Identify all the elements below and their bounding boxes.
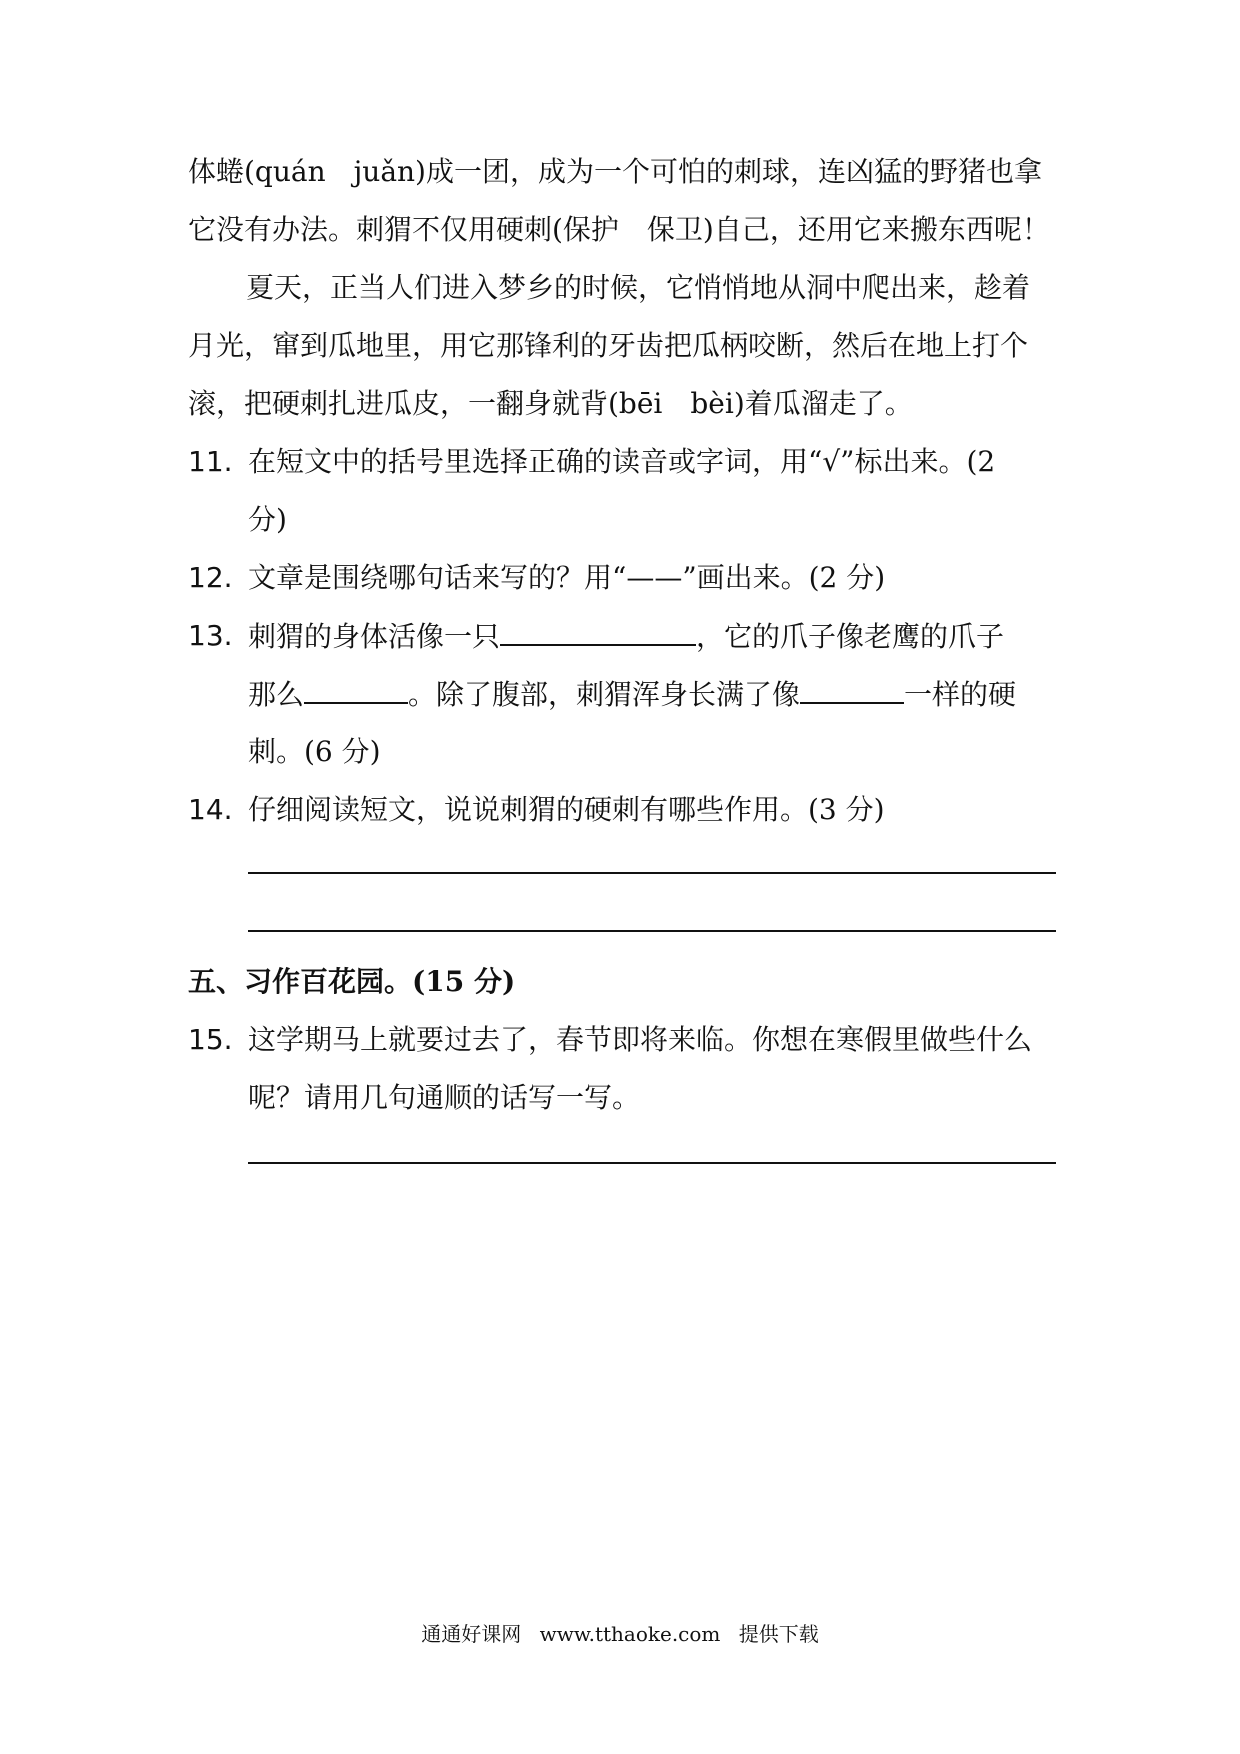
passage-line-5: 滚，把硬刺扎进瓜皮，一翻身就背(bēi bèi)着瓜溜走了。 — [188, 387, 913, 420]
section-title: 五、习作百花园。(15 分) — [188, 965, 516, 998]
footer-site-name: 通通好课网 — [421, 1622, 522, 1646]
question-13-continued: 刺。(6 分) — [248, 735, 381, 768]
question-text: 仔细阅读短文，说说刺猬的硬刺有哪些作用。(3 分) — [248, 793, 885, 826]
passage-line-2: 它没有办法。刺猬不仅用硬刺(保护 保卫)自己，还用它来搬东西呢！ — [188, 213, 1050, 246]
answer-line[interactable] — [248, 1162, 1056, 1164]
passage-line-4: 月光，窜到瓜地里，用它那锋利的牙齿把瓜柄咬断，然后在地上打个 — [188, 329, 1029, 362]
answer-line[interactable] — [248, 930, 1056, 932]
question-text: 。除了腹部，刺猬浑身长满了像 — [408, 678, 801, 711]
question-text: 一样的硬 — [904, 678, 1017, 711]
answer-line[interactable] — [248, 872, 1056, 874]
question-text: ，它的爪子像老鹰的爪子 — [696, 620, 1005, 653]
question-11-continued: 分) — [248, 503, 287, 536]
passage-line-3: 夏天，正当人们进入梦乡的时候，它悄悄地从洞中爬出来，趁着 — [246, 271, 1031, 304]
question-text: 文章是围绕哪句话来写的？用“——”画出来。(2 分) — [248, 561, 886, 594]
question-text: 刺猬的身体活像一只 — [248, 620, 501, 653]
question-number: 11. — [188, 445, 233, 478]
question-text: 这学期马上就要过去了，春节即将来临。你想在寒假里做些什么 — [248, 1023, 1033, 1056]
question-number: 15. — [188, 1023, 233, 1056]
fill-blank-3[interactable] — [800, 674, 904, 704]
question-number: 13. — [188, 619, 233, 652]
question-text: 在短文中的括号里选择正确的读音或字词，用“√”标出来。(2 — [248, 445, 996, 478]
page-footer — [0, 1620, 1240, 1648]
passage-line-1: 体蜷(quán juǎn)成一团，成为一个可怕的刺球，连凶猛的野猪也拿 — [188, 155, 1042, 188]
fill-blank-2[interactable] — [304, 674, 408, 704]
question-number: 14. — [188, 793, 233, 826]
question-text: 那么 — [248, 678, 305, 711]
question-number: 12. — [188, 561, 233, 594]
question-15-continued: 呢？请用几句通顺的话写一写。 — [248, 1081, 641, 1114]
question-13-line-2 — [248, 674, 1058, 715]
footer-url[interactable]: www.tthaoke.com — [539, 1622, 721, 1646]
footer-note: 提供下载 — [738, 1622, 819, 1646]
fill-blank-1[interactable] — [500, 616, 696, 646]
